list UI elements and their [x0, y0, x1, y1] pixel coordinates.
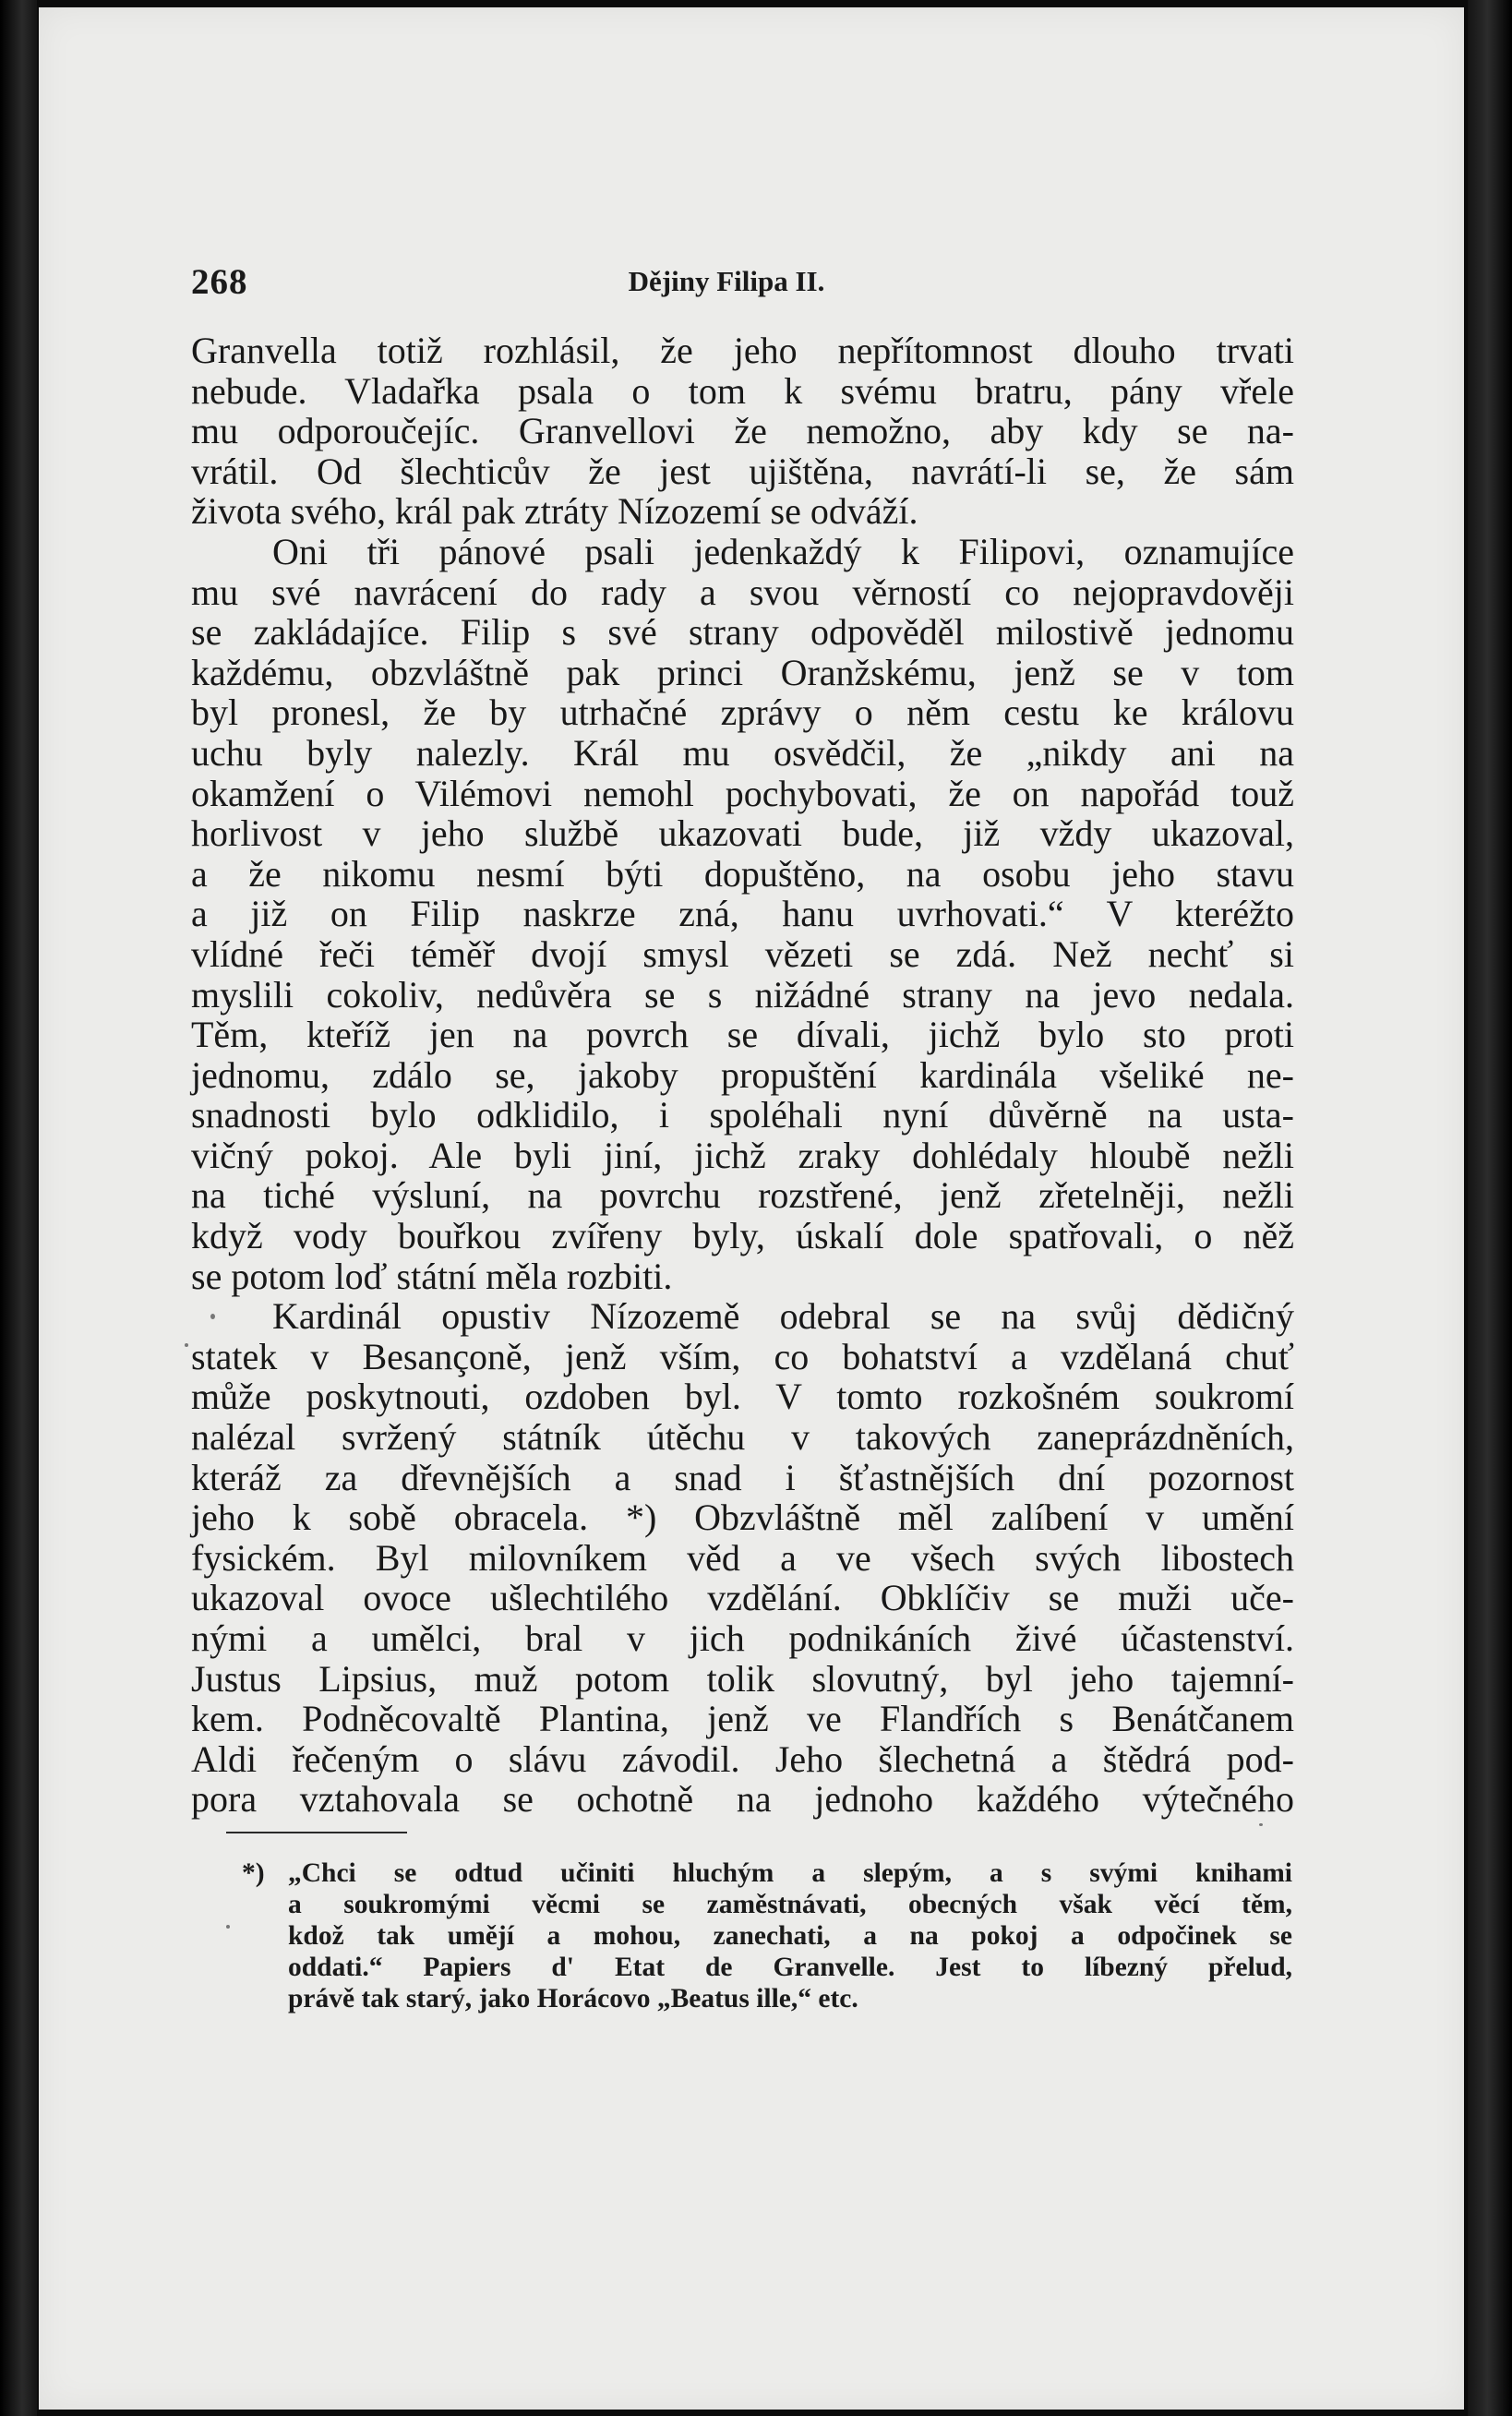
text-line: okamžení o Vilémovi nemohl pochybovati, že on napořád touž: [191, 772, 1294, 814]
text-line: vrátil. Od šlechticův že jest ujištěna, navrátí-li se, že sám: [191, 450, 1294, 492]
footnote-marker: *): [242, 1858, 265, 1888]
text-line: statek v Besançoně, jenž vším, co bohatství a vzdělaná chuť: [191, 1335, 1294, 1377]
footnote-line: a soukromými věcmi se zaměstnávati, obecných však věcí těm,: [288, 1890, 1292, 1919]
text-line: se zakládajíce. Filip s své strany odpověděl milostivě jednomu: [191, 611, 1294, 654]
text-line: jeho k sobě obracela. *) Obzvláštně měl zalíbení v umění: [191, 1496, 1294, 1539]
footnote-line: právě tak starý, jako Horácovo „Beatus ille,“ etc.: [288, 1984, 858, 2013]
book-edge-right: [1468, 0, 1512, 2416]
text-line: a že nikomu nesmí býti dopuštěno, na osobu jeho stavu: [191, 852, 1294, 895]
footnote-line: „Chci se odtud učiniti hluchým a slepým, a s svými knihami: [288, 1858, 1292, 1888]
text-line: Justus Lipsius, muž potom tolik slovutný, byl jeho tajemní-: [191, 1657, 1294, 1700]
text-line: Těm, kteříž jen na povrch se dívali, jichž bylo sto proti: [191, 1014, 1294, 1056]
text-line: kem. Podněcovaltě Plantina, jenž ve Flandřích s Benátčanem: [191, 1698, 1294, 1740]
footnote-divider: [226, 1832, 407, 1833]
text-line: fysickém. Byl milovníkem věd a ve všech svých libostech: [191, 1536, 1294, 1579]
text-line: Granvella totiž rozhlásil, že jeho nepřítomnost dlouho trvati: [191, 330, 1294, 371]
text-line: Oni tři pánové psali jedenkaždý k Filipovi, oznamujíce: [272, 530, 1294, 572]
text-line: snadnosti bylo odklidilo, i spoléhali nyní důvěrně na usta-: [191, 1094, 1294, 1136]
running-title: Dějiny Filipa II.: [628, 265, 825, 297]
text-line: může poskytnouti, ozdoben byl. V tomto rozkošném soukromí: [191, 1376, 1294, 1418]
text-line: a již on Filip naskrze zná, hanu uvrhovati.“ V kteréžto: [191, 893, 1294, 935]
scan-speck: [185, 1343, 188, 1347]
text-line: ukazoval ovoce ušlechtilého vzdělání. Obklíčiv se muži uče-: [191, 1577, 1294, 1619]
text-line: mu své navrácení do rady a svou věrností co nejopravdověji: [191, 571, 1294, 613]
text-line: jednomu, zdálo se, jakoby propuštění kardinála všeliké ne-: [191, 1053, 1294, 1096]
text-line: vlídné řeči téměř dvojí smysl vězeti se zdá. Než nechť si: [191, 932, 1294, 975]
scan-speck: [226, 1925, 230, 1929]
book-edge-left: [0, 0, 37, 2416]
text-line: na tiché výsluní, na povrchu rozstřené, jenž zřetelněji, nežli: [191, 1174, 1294, 1217]
text-line: horlivost v jeho službě ukazovati bude, již vždy ukazoval,: [191, 812, 1294, 855]
footnote-line: oddati.“ Papiers d' Etat de Granvelle. Jest to líbezný přelud,: [288, 1953, 1292, 1982]
text-line: kteráž za dřevnějších a snad i šťastnějších dní pozornost: [191, 1456, 1294, 1498]
body-text: [191, 331, 1294, 1820]
text-line: byl pronesl, že by utrhačné zprávy o něm cestu ke královu: [191, 691, 1294, 734]
text-line: nými a umělci, bral v jich podnikáních živé účastenství.: [191, 1617, 1294, 1659]
text-line: pora vztahovala se ochotně na jednoho každého výtečného: [191, 1778, 1294, 1821]
text-line: Kardinál opustiv Nízozemě odebral se na svůj dědičný: [272, 1295, 1294, 1338]
scan-speck: [1259, 1823, 1263, 1826]
footnote: [242, 1857, 1292, 2014]
text-line: nalézal svržený státník útěchu v takových zaneprázdněních,: [191, 1416, 1294, 1459]
footnote-line: kdož tak umějí a mohou, zanechati, a na pokoj a odpočinek se: [288, 1921, 1292, 1951]
text-line: života svého, král pak ztráty Nízozemí se odváží.: [191, 490, 918, 533]
text-line: když vody bouřkou zvířeny byly, úskalí dole spatřovali, o něž: [191, 1215, 1294, 1257]
text-line: nebude. Vladařka psala o tom k svému bratru, pány vřele: [191, 369, 1294, 412]
text-line: Aldi řečeným o slávu závodil. Jeho šlechetná a štědrá pod-: [191, 1737, 1294, 1780]
page-header: [191, 261, 1262, 307]
scan-speck: [210, 1314, 215, 1319]
text-line: myslili cokoliv, nedůvěra se s nižádné strany na jevo nedala.: [191, 973, 1294, 1016]
text-line: uchu byly nalezly. Král mu osvědčil, že „nikdy ani na: [191, 731, 1294, 774]
text-line: každému, obzvláštně pak princi Oranžskému, jenž se v tom: [191, 651, 1294, 693]
text-line: mu odporoučejíc. Granvellovi že nemožno, aby kdy se na-: [191, 410, 1294, 452]
page-number: 268: [191, 262, 248, 302]
text-line: vičný pokoj. Ale byli jiní, jichž zraky dohlédaly hloubě nežli: [191, 1134, 1294, 1176]
text-line: se potom loď státní měla rozbiti.: [191, 1255, 673, 1297]
